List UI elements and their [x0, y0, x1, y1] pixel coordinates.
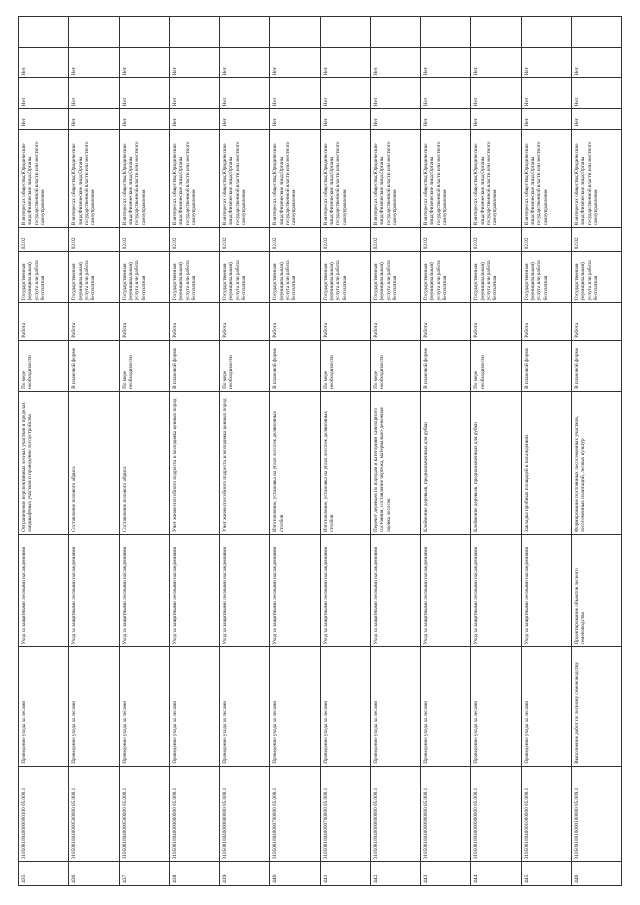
- registry-code-cell: [119, 766, 169, 861]
- registry-ref: 05.008.1: [171, 787, 178, 806]
- section-cell: Уход за защитными лесными насаждениями: [471, 535, 521, 647]
- registry-code: 31050810040000500000: [121, 807, 128, 860]
- registry-ref: 05.008.1: [272, 787, 279, 806]
- rotated-table-wrapper: [18, 16, 622, 886]
- row-number-cell: 440: [270, 862, 320, 886]
- registry-ref: 05.008.1: [372, 787, 379, 806]
- section-cell: Уход за защитными лесными насаждениями: [320, 535, 370, 647]
- service-name-cell: Проведение ухода за лесами: [69, 647, 119, 766]
- table-row: [220, 17, 270, 886]
- recipient-category-cell: В интересах общества;Юридические лица;Физические лица;Органы государственной власти или местного самоуправления: [521, 129, 571, 228]
- service-name-cell: Проведение ухода за лесами: [169, 647, 219, 766]
- empty-cell: [270, 17, 320, 48]
- flag-cell: Нет: [571, 78, 621, 109]
- section-cell: Уход за защитными лесными насаждениями: [19, 535, 69, 647]
- flag-cell: Нет: [320, 47, 370, 78]
- kind-cell: Работа: [19, 303, 69, 340]
- registry-code-cell: [521, 766, 571, 861]
- service-name-cell: Проведение ухода за лесами: [220, 647, 270, 766]
- row-number-cell: 444: [471, 862, 521, 886]
- empty-cell: [471, 17, 521, 48]
- flag-cell: Нет: [471, 47, 521, 78]
- flag-cell: Нет: [220, 47, 270, 78]
- work-subtype-cell: Перечет деревьев по породам и категориям санитарного состояния, составление чертежа, материально-денежная оценка лесосек: [370, 391, 420, 534]
- registry-code: 31050810040000700000: [322, 807, 329, 860]
- work-subtype-cell: Учет жизнеспособного подроста и молодняка ценных пород: [169, 391, 219, 534]
- recipient-category-cell: В интересах общества;Юридические лица;Физические лица;Органы государственной власти или местного самоуправления: [421, 129, 471, 228]
- registry-ref: 05.008.1: [222, 787, 228, 806]
- empty-cell: [370, 17, 420, 48]
- registry-ref: 05.008.1: [322, 787, 329, 806]
- registry-code-cell: [421, 766, 471, 861]
- row-number-cell: 439: [220, 862, 270, 886]
- row-number-cell: 443: [421, 862, 471, 886]
- row-number-cell: 441: [320, 862, 370, 886]
- service-name-cell: Проведение ухода за лесами: [119, 647, 169, 766]
- registry-ref: 05.009.1: [573, 787, 580, 806]
- flag-cell: Нет: [19, 109, 69, 129]
- okved-cell: 02.02: [270, 228, 320, 252]
- work-subtype-cell: Закладка пробных площадей в насаждениях: [521, 391, 571, 534]
- flag-cell: Нет: [370, 78, 420, 109]
- section-cell: Уход за защитными лесными насаждениями: [370, 535, 420, 647]
- okved-cell: 02.02: [421, 228, 471, 252]
- flag-cell: Нет: [169, 47, 219, 78]
- table-row: [471, 17, 521, 886]
- registry-code-cell: [19, 766, 69, 861]
- section-cell: Уход за защитными лесными насаждениями: [119, 535, 169, 647]
- flag-cell: Нет: [270, 78, 320, 109]
- service-name-cell: Проведение ухода за лесами: [471, 647, 521, 766]
- empty-cell: [320, 17, 370, 48]
- empty-cell: [220, 17, 270, 48]
- payment-cell: Государственная (муниципальная) услуга или работа бесплатная: [571, 252, 621, 303]
- flag-cell: Нет: [521, 109, 571, 129]
- registry-code: 31050810040000800000: [372, 807, 379, 860]
- flag-cell: Нет: [421, 47, 471, 78]
- flag-cell: Нет: [521, 47, 571, 78]
- flag-cell: Нет: [220, 78, 270, 109]
- registry-code-cell: [220, 766, 270, 861]
- execution-form-cell: В плановой форме: [270, 340, 320, 391]
- flag-cell: Нет: [521, 78, 571, 109]
- registry-code: 31050810040000700000: [272, 807, 279, 860]
- flag-cell: Нет: [471, 109, 521, 129]
- work-subtype-cell: Составление полевого абриса: [119, 391, 169, 534]
- work-subtype-cell: Учет жизнеспособного подроста и молодняка ценных пород: [220, 391, 270, 534]
- flag-cell: Нет: [571, 109, 621, 129]
- registry-code: 31050810040000900000: [423, 807, 429, 860]
- service-name-cell: Проведение ухода за лесами: [421, 647, 471, 766]
- payment-cell: Государственная (муниципальная) услуга или работа бесплатная: [521, 252, 571, 303]
- row-number-cell: 445: [521, 862, 571, 886]
- kind-cell: Работа: [119, 303, 169, 340]
- registry-ref: 05.008.1: [121, 787, 128, 806]
- execution-form-cell: В плановой форме: [169, 340, 219, 391]
- payment-cell: Государственная (муниципальная) услуга или работа бесплатная: [270, 252, 320, 303]
- execution-form-cell: По мере необходимости: [119, 340, 169, 391]
- okved-cell: 02.02: [521, 228, 571, 252]
- recipient-category-cell: В интересах общества;Юридические лица;Физические лица;Органы государственной власти или местного самоуправления: [370, 129, 420, 228]
- registry-code-cell: [370, 766, 420, 861]
- recipient-category-cell: В интересах общества;Юридические лица;Физические лица;Органы государственной власти или местного самоуправления: [471, 129, 521, 228]
- kind-cell: Работа: [421, 303, 471, 340]
- registry-ref: 05.008.1: [423, 787, 429, 806]
- okved-cell: 02.02: [119, 228, 169, 252]
- flag-cell: Нет: [370, 109, 420, 129]
- okved-cell: 02.02: [169, 228, 219, 252]
- service-name-cell: Проведение ухода за лесами: [370, 647, 420, 766]
- kind-cell: Работа: [320, 303, 370, 340]
- payment-cell: Государственная (муниципальная) услуга или работа бесплатная: [471, 252, 521, 303]
- registry-ref: 05.008.1: [473, 787, 480, 806]
- work-subtype-cell: Формирование постоянных лесосеменных участков, лесосеменных плантаций, лесных культур: [571, 391, 621, 534]
- execution-form-cell: В плановой форме: [421, 340, 471, 391]
- registry-code-cell: [69, 766, 119, 861]
- empty-cell: [19, 17, 69, 48]
- registry-code-cell: [571, 766, 621, 861]
- flag-cell: Нет: [69, 109, 119, 129]
- section-cell: Уход за защитными лесными насаждениями: [220, 535, 270, 647]
- service-name-cell: Проведение ухода за лесами: [320, 647, 370, 766]
- registry-code-cell: [471, 766, 521, 861]
- kind-cell: Работа: [521, 303, 571, 340]
- service-name-cell: Проведение ухода за лесами: [270, 647, 320, 766]
- table-row: [320, 17, 370, 886]
- registry-code: 31050810040000600000: [222, 807, 228, 860]
- row-number-cell: 446: [571, 862, 621, 886]
- work-subtype-cell: Клеймение деревьев, предназначенных для рубки: [421, 391, 471, 534]
- empty-cell: [119, 17, 169, 48]
- registry-ref: 05.008.1: [71, 787, 78, 806]
- execution-form-cell: В плановой форме: [69, 340, 119, 391]
- empty-cell: [571, 17, 621, 48]
- flag-cell: Нет: [270, 109, 320, 129]
- payment-cell: Государственная (муниципальная) услуга или работа бесплатная: [320, 252, 370, 303]
- section-cell: Уход за защитными лесными насаждениями: [521, 535, 571, 647]
- work-subtype-cell: Изготовление, установка на углах лесосек деляночных столбов: [320, 391, 370, 534]
- okved-cell: 02.02: [19, 228, 69, 252]
- flag-cell: Нет: [471, 78, 521, 109]
- flag-cell: Нет: [169, 109, 219, 129]
- flag-cell: Нет: [119, 47, 169, 78]
- kind-cell: Работа: [220, 303, 270, 340]
- registry-code: 31050810040001000000: [523, 807, 530, 860]
- recipient-category-cell: В интересах общества;Юридические лица;Физические лица;Органы государственной власти или местного самоуправления: [270, 129, 320, 228]
- table-row: [270, 17, 320, 886]
- flag-cell: Нет: [571, 47, 621, 78]
- registry-code: 31050810040000600000: [171, 807, 178, 860]
- row-number-cell: 436: [69, 862, 119, 886]
- payment-cell: Государственная (муниципальная) услуга или работа бесплатная: [19, 252, 69, 303]
- table-row: [119, 17, 169, 886]
- recipient-category-cell: В интересах общества;Юридические лица;Физические лица;Органы государственной власти или местного самоуправления: [119, 129, 169, 228]
- flag-cell: Нет: [421, 78, 471, 109]
- registry-code-cell: [320, 766, 370, 861]
- okved-cell: 02.02: [471, 228, 521, 252]
- recipient-category-cell: В интересах общества;Юридические лица;Физические лица;Органы государственной власти или местного самоуправления: [169, 129, 219, 228]
- flag-cell: Нет: [320, 78, 370, 109]
- flag-cell: Нет: [220, 109, 270, 129]
- section-cell: Уход за защитными лесными насаждениями: [270, 535, 320, 647]
- payment-cell: Государственная (муниципальная) услуга или работа бесплатная: [119, 252, 169, 303]
- recipient-category-cell: В интересах общества;Юридические лица;Физические лица;Органы государственной власти или местного самоуправления: [19, 129, 69, 228]
- service-name-cell: Проведение ухода за лесами: [521, 647, 571, 766]
- work-subtype-cell: Изготовление, установка на углах лесосек деляночных столбов: [270, 391, 320, 534]
- okved-cell: 02.02: [370, 228, 420, 252]
- table-row: [370, 17, 420, 886]
- flag-cell: Нет: [119, 78, 169, 109]
- kind-cell: Работа: [571, 303, 621, 340]
- service-name-cell: Выполнение работ по лесному семеноводству: [571, 647, 621, 766]
- flag-cell: Нет: [19, 47, 69, 78]
- okved-cell: 02.02: [69, 228, 119, 252]
- registry-code: 31050910010000100000: [573, 807, 580, 860]
- empty-cell: [69, 17, 119, 48]
- kind-cell: Работа: [69, 303, 119, 340]
- table-row: [421, 17, 471, 886]
- section-cell: Уход за защитными лесными насаждениями: [69, 535, 119, 647]
- row-number-cell: 435: [19, 862, 69, 886]
- execution-form-cell: По мере необходимости: [19, 340, 69, 391]
- recipient-category-cell: В интересах общества;Юридические лица;Физические лица;Органы государственной власти или местного самоуправления: [571, 129, 621, 228]
- empty-cell: [421, 17, 471, 48]
- service-name-cell: Проведение ухода за лесами: [19, 647, 69, 766]
- table-row: [69, 17, 119, 886]
- flag-cell: Нет: [421, 109, 471, 129]
- recipient-category-cell: В интересах общества;Юридические лица;Физические лица;Органы государственной власти или местного самоуправления: [69, 129, 119, 228]
- registry-code-cell: [270, 766, 320, 861]
- flag-cell: Нет: [69, 47, 119, 78]
- table-row: [169, 17, 219, 886]
- okved-cell: 02.02: [571, 228, 621, 252]
- payment-cell: Государственная (муниципальная) услуга или работа бесплатная: [370, 252, 420, 303]
- registry-ref: 05.008.1: [21, 787, 27, 806]
- execution-form-cell: В плановой форме: [571, 340, 621, 391]
- okved-cell: 02.02: [320, 228, 370, 252]
- flag-cell: Нет: [320, 109, 370, 129]
- execution-form-cell: В плановой форме: [521, 340, 571, 391]
- flag-cell: Нет: [69, 78, 119, 109]
- execution-form-cell: По мере необходимости: [471, 340, 521, 391]
- okved-cell: 02.02: [220, 228, 270, 252]
- empty-cell: [169, 17, 219, 48]
- registry-table: [18, 16, 622, 886]
- section-cell: Проектирование объектов лесного семеноводства: [571, 535, 621, 647]
- row-number-cell: 437: [119, 862, 169, 886]
- work-subtype-cell: Составление полевого абриса: [69, 391, 119, 534]
- row-number-cell: 438: [169, 862, 219, 886]
- flag-cell: Нет: [119, 109, 169, 129]
- row-number-cell: 442: [370, 862, 420, 886]
- kind-cell: Работа: [370, 303, 420, 340]
- recipient-category-cell: В интересах общества;Юридические лица;Физические лица;Органы государственной власти или местного самоуправления: [220, 129, 270, 228]
- table-row: [19, 17, 69, 886]
- flag-cell: Нет: [169, 78, 219, 109]
- work-subtype-cell: Клеймение деревьев, предназначенных для рубки: [471, 391, 521, 534]
- execution-form-cell: По мере необходимости: [220, 340, 270, 391]
- payment-cell: Государственная (муниципальная) услуга или работа бесплатная: [69, 252, 119, 303]
- flag-cell: Нет: [19, 78, 69, 109]
- work-subtype-cell: Отграничение перспективных лесных участков в пределах ландшафтных участков и проведение лесоустройства: [19, 391, 69, 534]
- section-cell: Уход за защитными лесными насаждениями: [169, 535, 219, 647]
- registry-code: 31050810040000000100: [21, 807, 27, 860]
- registry-ref: 05.008.1: [523, 787, 530, 806]
- payment-cell: Государственная (муниципальная) услуга или работа бесплатная: [169, 252, 219, 303]
- registry-code: 31050810040000500000: [71, 807, 78, 860]
- flag-cell: Нет: [270, 47, 320, 78]
- table-row: [521, 17, 571, 886]
- flag-cell: Нет: [370, 47, 420, 78]
- table-row: [571, 17, 621, 886]
- recipient-category-cell: В интересах общества;Юридические лица;Физические лица;Органы государственной власти или местного самоуправления: [320, 129, 370, 228]
- kind-cell: Работа: [169, 303, 219, 340]
- execution-form-cell: По мере необходимости: [320, 340, 370, 391]
- payment-cell: Государственная (муниципальная) услуга или работа бесплатная: [421, 252, 471, 303]
- payment-cell: Государственная (муниципальная) услуга или работа бесплатная: [220, 252, 270, 303]
- section-cell: Уход за защитными лесными насаждениями: [421, 535, 471, 647]
- execution-form-cell: По мере необходимости: [370, 340, 420, 391]
- kind-cell: Работа: [270, 303, 320, 340]
- kind-cell: Работа: [471, 303, 521, 340]
- registry-code-cell: [169, 766, 219, 861]
- empty-cell: [521, 17, 571, 48]
- registry-code: 31050810040000900000: [473, 807, 480, 860]
